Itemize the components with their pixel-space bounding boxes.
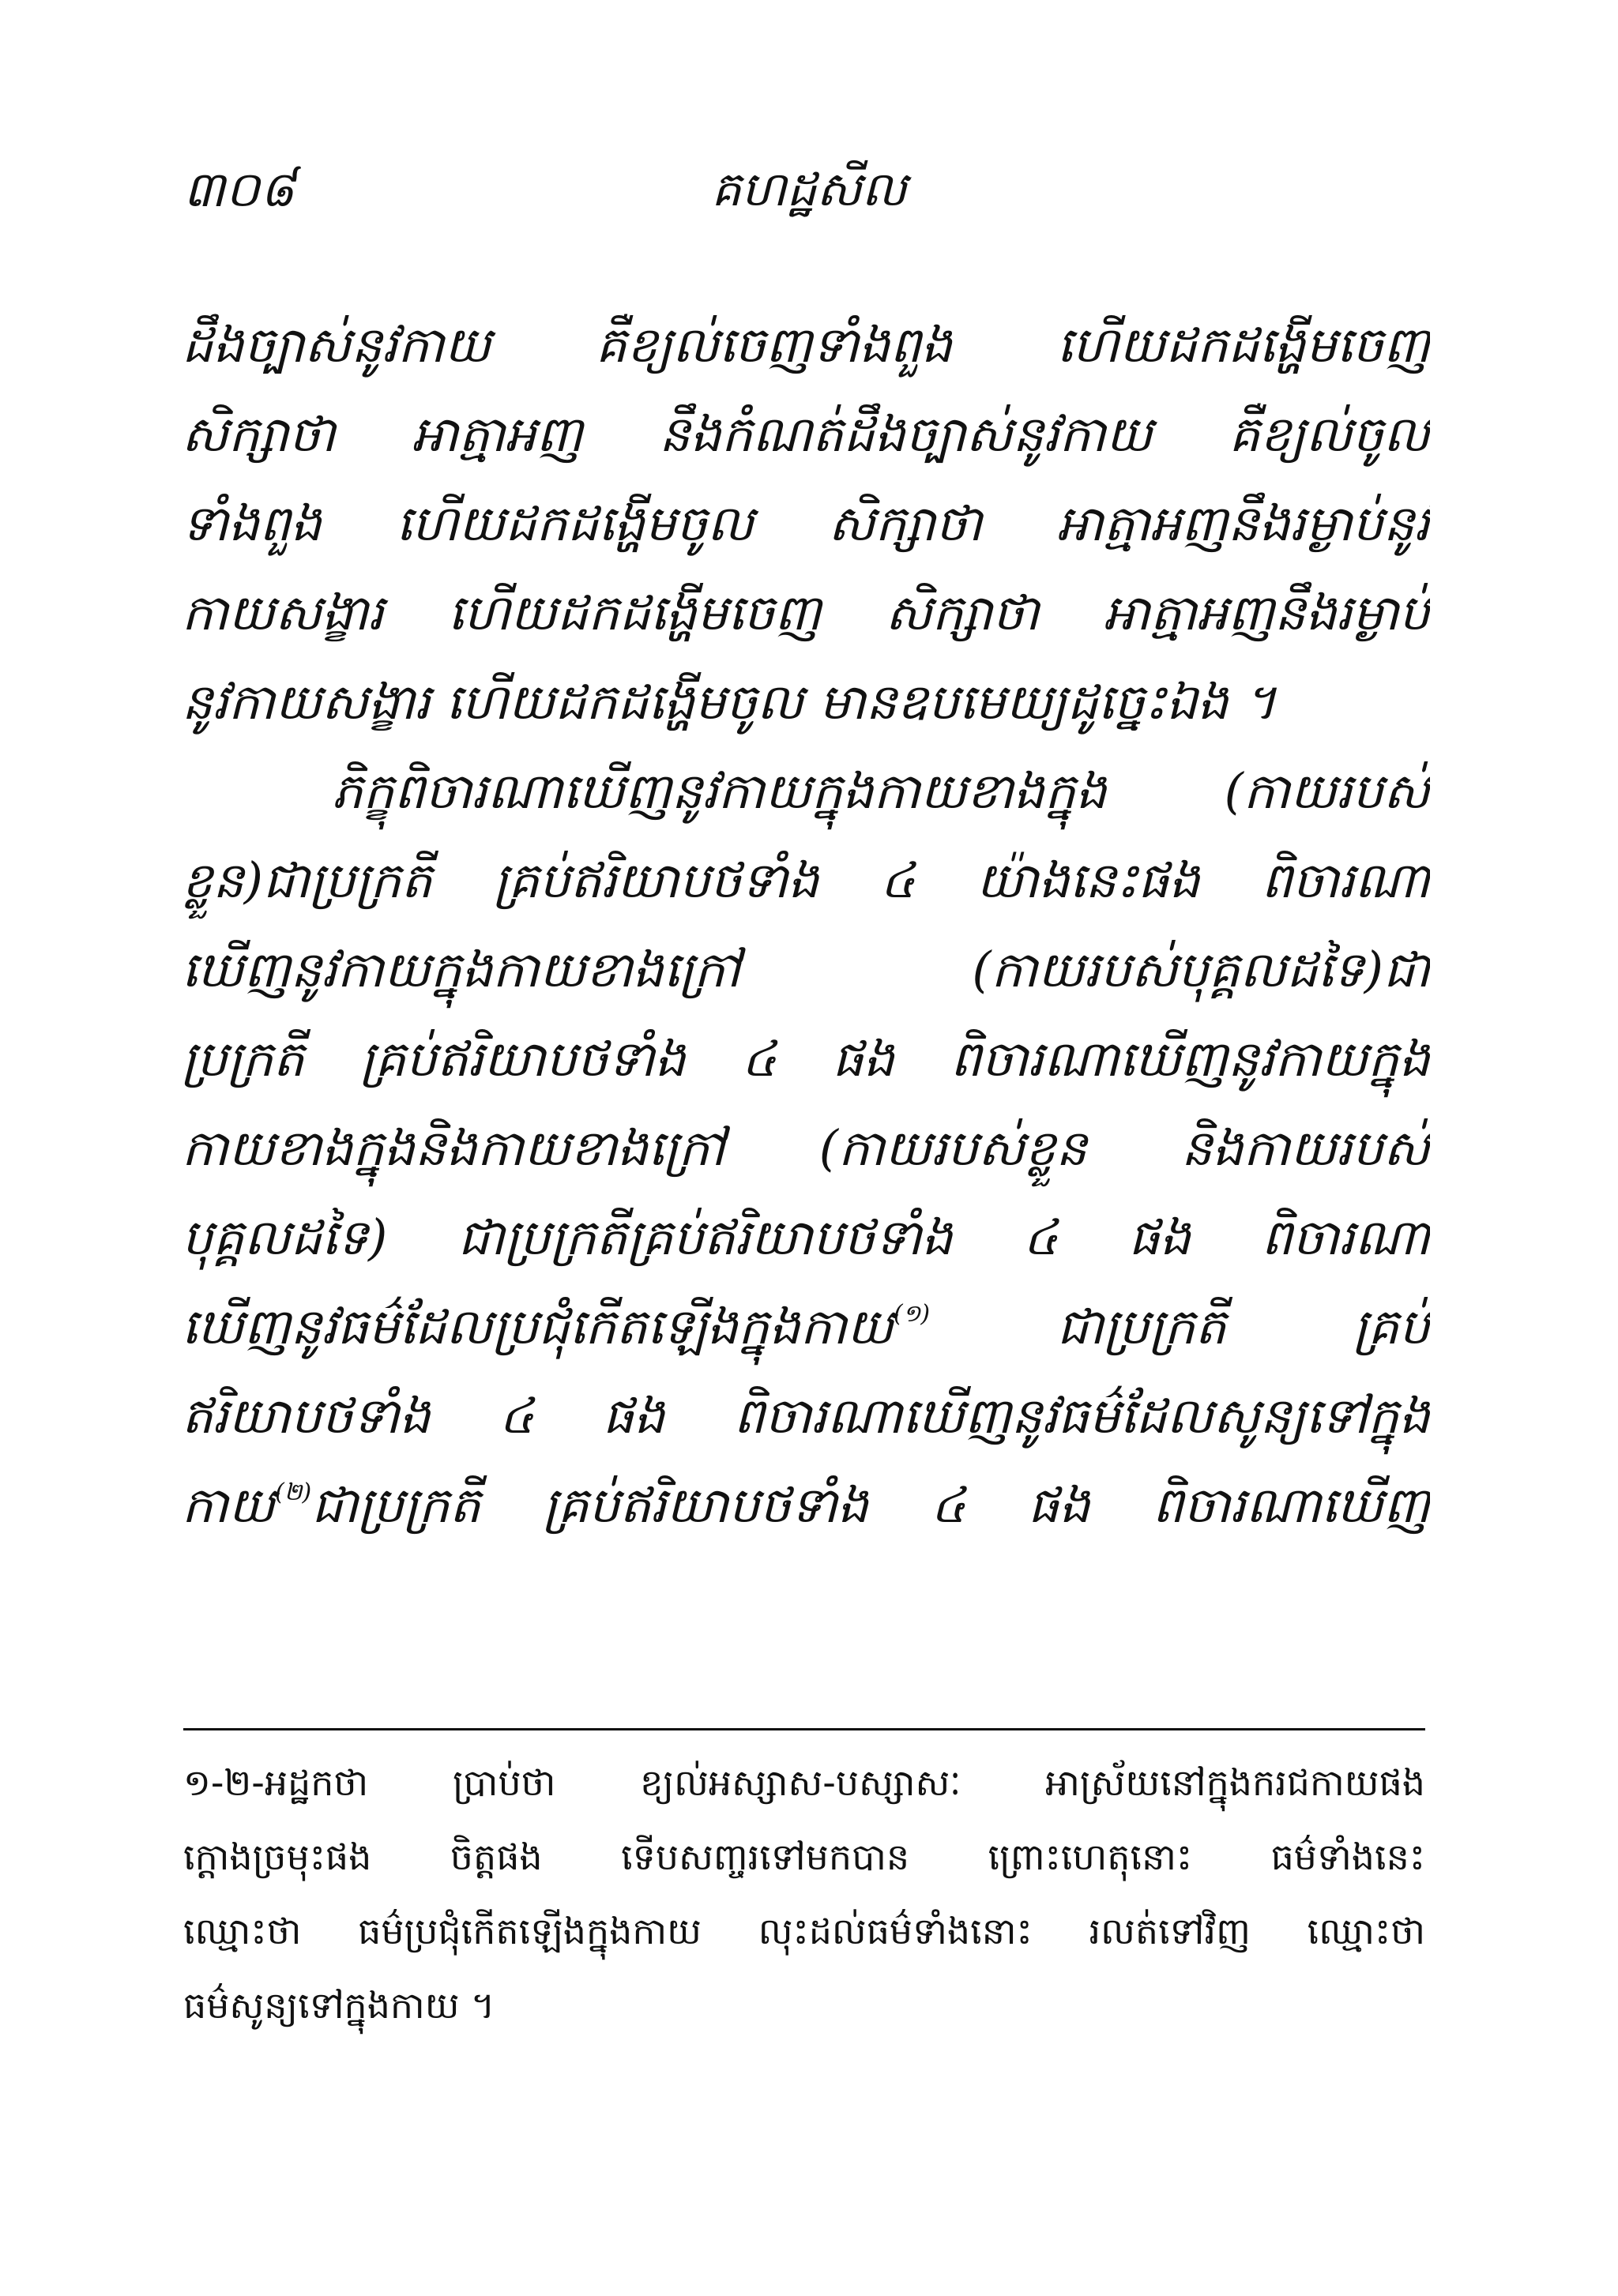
body-line: នូវកាយសង្ខារ ហើយដកដង្ហើមចូល មានឧបមេយ្យដូច្នេះឯង ។ — [182, 673, 1277, 731]
footnotes — [183, 1745, 1425, 2042]
body-line-text: ជាប្រក្រតី គ្រប់ឥរិយាបថទាំង ៤ ផង ពិចារណាឃើញ — [311, 1476, 1430, 1534]
body-line: ប្រក្រតី គ្រប់ឥរិយាបថទាំង ៤ ផង ពិចារណាឃើញនូវកាយក្នុង — [182, 1030, 1430, 1088]
running-title: គហដ្ឋសីល — [711, 162, 907, 217]
footnote-line: ធម៌សូន្យទៅក្នុងកាយ ។ — [183, 1984, 495, 2027]
body-line: កាយសង្ខារ ហើយដកដង្ហើមចេញ សិក្សាថា អាត្មាអញនឹងរម្ងាប់ — [182, 584, 1430, 641]
footnote-line: ឈ្មោះថា ធម៌ប្រជុំកើតឡើងក្នុងកាយ លុះដល់ធម៌ទាំងនោះ រលត់ទៅវិញ ឈ្មោះថា — [183, 1910, 1425, 1952]
body-line-text: កាយ — [182, 1476, 276, 1534]
body-line: បុគ្គលដទៃ) ជាប្រក្រតីគ្រប់ឥរិយាបថទាំង ៤ ផង ពិចារណា — [182, 1208, 1430, 1266]
body-line-text: ជាប្រក្រតី គ្រប់ — [930, 1298, 1430, 1355]
footnote-line: ក្តោងច្រមុះផង ចិត្តផង ទើបសញ្ចរទៅមកបាន ព្រោះហេតុនោះ ធម៌ទាំងនេះ — [183, 1836, 1425, 1878]
footnote-ref-1: (១) — [893, 1300, 931, 1328]
body-line-paragraph-start: ភិក្ខុពិចារណាឃើញនូវកាយក្នុងកាយខាងក្នុង (កាយរបស់ — [332, 762, 1430, 820]
body-line: ទាំងពួង ហើយដកដង្ហើមចូល សិក្សាថា អាត្មាអញនឹងរម្ងាប់នូវ — [182, 494, 1430, 552]
body-line: កាយខាងក្នុងនិងកាយខាងក្រៅ (កាយរបស់ខ្លួន និងកាយរបស់ — [182, 1119, 1430, 1177]
body-text — [182, 300, 1430, 1550]
body-line: ឃើញនូវកាយក្នុងកាយខាងក្រៅ (កាយរបស់បុគ្គលដទៃ)ជា — [182, 941, 1430, 998]
page-number: ៣០៨ — [183, 160, 295, 218]
body-line: សិក្សាថា អាត្មាអញ នឹងកំណត់ដឹងច្បាស់នូវកាយ គឺខ្យល់ចូល — [182, 405, 1430, 463]
body-line: ឥរិយាបថទាំង ៤ ផង ពិចារណាឃើញនូវធម៌ដែលសូន្យទៅក្នុង — [182, 1387, 1430, 1445]
footnote-ref-2: (២) — [275, 1479, 312, 1506]
body-line-text: ឃើញនូវធម៌ដែលប្រជុំកើតឡើងក្នុងកាយ — [182, 1298, 894, 1355]
body-line-with-note-2 — [182, 1460, 1430, 1550]
body-line-with-note-1 — [182, 1282, 1430, 1371]
footnote-divider — [183, 1728, 1425, 1730]
body-line: ដឹងច្បាស់នូវកាយ គឺខ្យល់ចេញទាំងពួង ហើយដកដង្ហើមចេញ — [182, 316, 1430, 374]
body-line: ខ្លួន)ជាប្រក្រតី គ្រប់ឥរិយាបថទាំង ៤ យ៉ាងនេះផង ពិចារណា — [182, 851, 1430, 909]
footnote-line: ១-២-អដ្ឋកថា ប្រាប់ថា ខ្យល់អស្សាស-បស្សាសៈ អាស្រ័យនៅក្នុងករជកាយផង — [183, 1761, 1425, 1804]
